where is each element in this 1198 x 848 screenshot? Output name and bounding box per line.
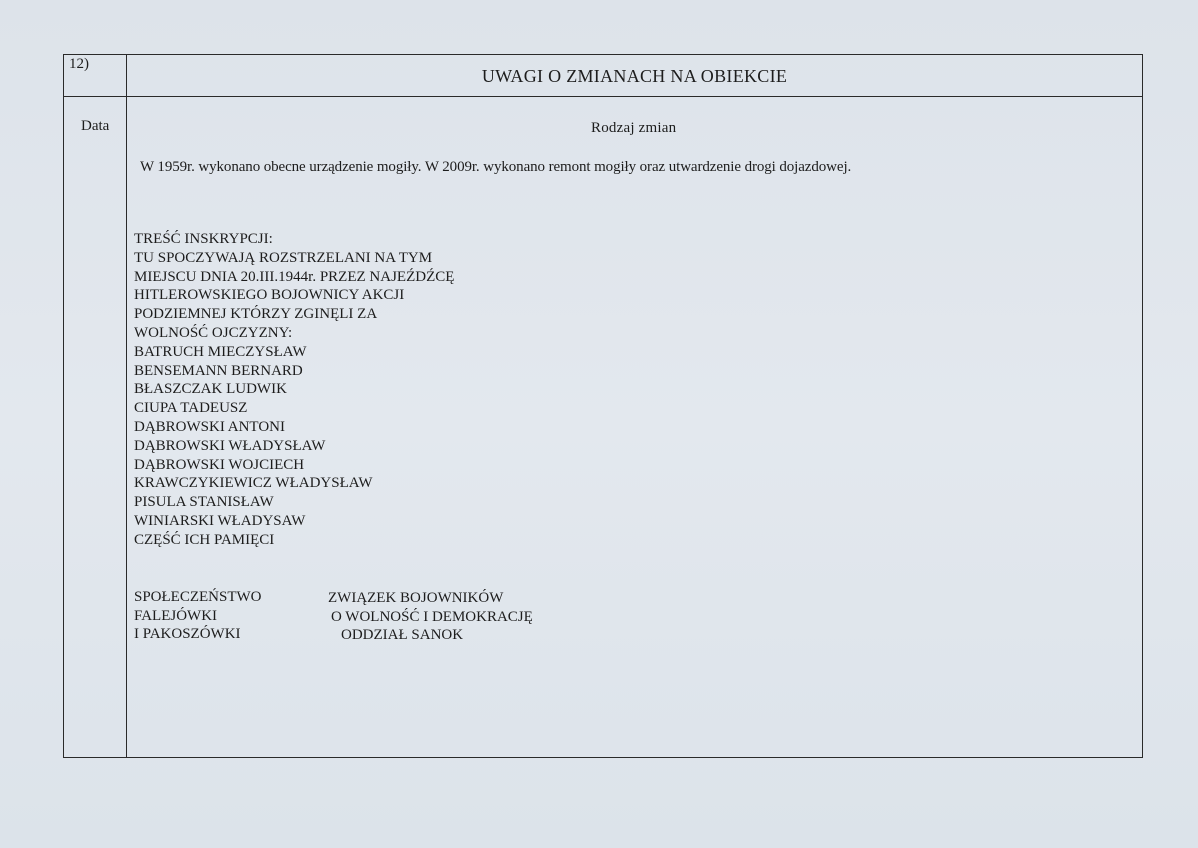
inscription-line: MIEJSCU DNIA 20.III.1944r. PRZEZ NAJEŹDŹCĘ xyxy=(134,268,455,285)
signature-right-line: ZWIĄZEK BOJOWNIKÓW xyxy=(328,590,504,606)
inscription-name: DĄBROWSKI WOJCIECH xyxy=(134,456,305,473)
section-title: UWAGI O ZMIANACH NA OBIEKCIE xyxy=(481,66,788,86)
signature-left-line: SPOŁECZEŃSTWO xyxy=(134,589,262,605)
inscription-name: BŁASZCZAK LUDWIK xyxy=(134,381,287,398)
signature-right-line: ODDZIAŁ SANOK xyxy=(341,627,464,643)
inscription-name: KRAWCZYKIEWICZ WŁADYSŁAW xyxy=(134,475,373,492)
inscription-line: WOLNOŚĆ OJCZYZNY: xyxy=(134,324,293,341)
signature-left xyxy=(134,588,262,644)
inscription-line: HITLEROWSKIEGO BOJOWNICY AKCJI xyxy=(134,287,405,304)
inscription-name: PISULA STANISŁAW xyxy=(134,494,274,511)
inscription-name: WINIARSKI WŁADYSAW xyxy=(134,512,306,529)
inscription-line: CZĘŚĆ ICH PAMIĘCI xyxy=(134,531,275,548)
inscription-name: DĄBROWSKI ANTONI xyxy=(134,418,285,435)
signature-right xyxy=(328,589,533,645)
inscription-line: TU SPOCZYWAJĄ ROZSTRZELANI NA TYM xyxy=(134,249,433,266)
changes-note: W 1959r. wykonano obecne urządzenie mogiły. W 2009r. wykonano remont mogiły oraz utwardzenie drogi dojazdowej. xyxy=(140,159,852,175)
signature-right-line: O WOLNOŚĆ I DEMOKRACJĘ xyxy=(331,608,533,625)
signature-left-line: I PAKOSZÓWKI xyxy=(134,626,241,642)
section-number: 12) xyxy=(69,56,89,72)
inscription-name: CIUPA TADEUSZ xyxy=(134,400,248,417)
inscription-text xyxy=(134,230,454,550)
inscription-name: BATRUCH MIECZYSŁAW xyxy=(134,343,307,360)
date-column-header: Data xyxy=(81,118,110,134)
changes-column-header: Rodzaj zmian xyxy=(591,120,677,136)
inscription-name: BENSEMANN BERNARD xyxy=(134,362,303,379)
signature-left-line: FALEJÓWKI xyxy=(134,607,218,624)
date-column-divider xyxy=(126,54,127,758)
header-divider xyxy=(63,96,1143,97)
inscription-name: DĄBROWSKI WŁADYSŁAW xyxy=(134,437,326,454)
inscription-line: TREŚĆ INSKRYPCJI: xyxy=(134,231,273,247)
inscription-line: PODZIEMNEJ KTÓRZY ZGINĘLI ZA xyxy=(134,306,378,323)
